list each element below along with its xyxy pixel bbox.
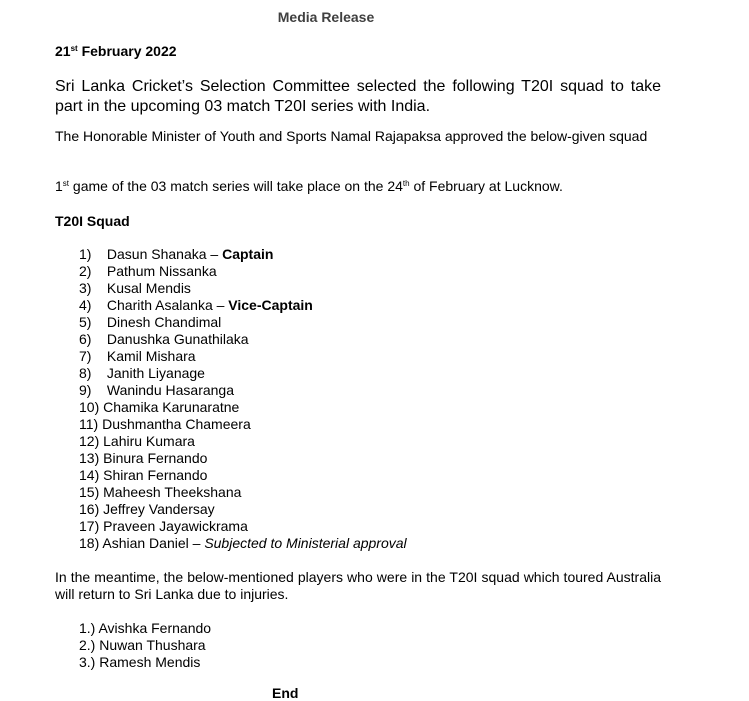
squad-item (79, 484, 407, 501)
item-number: 8) (79, 365, 92, 381)
squad-item (79, 433, 407, 450)
squad-item (79, 399, 407, 416)
item-number: 12) (79, 433, 100, 449)
date-rest: February 2022 (77, 43, 177, 59)
player-name: Avishka Fernando (98, 620, 212, 636)
player-name: Wanindu Hasaranga (106, 382, 235, 398)
squad-item (79, 450, 407, 467)
player-name: Kamil Mishara (106, 348, 196, 364)
player-name: Lahiru Kumara (103, 433, 195, 449)
player-name: Ramesh Mendis (99, 654, 201, 670)
injury-paragraph: In the meantime, the below-mentioned players who were in the T20I squad which toured Australia will return to Sri Lanka due to injuries. (55, 569, 661, 602)
squad-heading: T20I Squad (55, 213, 130, 229)
player-name: Nuwan Thushara (99, 637, 206, 653)
player-name: Chamika Karunaratne (103, 399, 240, 415)
selection-paragraph: Sri Lanka Cricket’s Selection Committee selected the following T20I squad to take part in the upcoming 03 match T20I series with India. (55, 78, 661, 115)
squad-item (79, 382, 407, 399)
item-number: 1) (79, 246, 92, 262)
injured-item (79, 654, 211, 671)
item-number: 18) (79, 535, 100, 551)
schedule-text-a: 1 (55, 178, 63, 194)
item-number: 6) (79, 331, 92, 347)
item-number: 17) (79, 518, 100, 534)
squad-item (79, 263, 407, 280)
player-name: Dinesh Chandimal (106, 314, 222, 330)
item-number: 2.) (79, 637, 96, 653)
item-number: 11) (79, 416, 99, 432)
injured-list (79, 620, 211, 671)
item-number: 7) (79, 348, 92, 364)
item-number: 13) (79, 450, 100, 466)
item-number: 3) (79, 280, 92, 296)
squad-item (79, 280, 407, 297)
squad-item (79, 348, 407, 365)
squad-list (79, 246, 407, 552)
player-name: Jeffrey Vandersay (103, 501, 215, 517)
page-title: Media Release (277, 9, 375, 25)
schedule-sup-a: st (62, 179, 70, 188)
squad-item (79, 535, 407, 552)
item-number: 3.) (79, 654, 96, 670)
player-name: Shiran Fernando (103, 467, 208, 483)
date-day: 21 (55, 43, 71, 59)
player-name: Charith Asalanka – (106, 297, 229, 313)
item-number: 9) (79, 382, 92, 398)
item-number: 4) (79, 297, 92, 313)
squad-item (79, 518, 407, 535)
item-number: 10) (79, 399, 100, 415)
squad-item (79, 501, 407, 518)
item-number: 1.) (79, 620, 96, 636)
release-date (55, 43, 177, 59)
player-name: Praveen Jayawickrama (103, 518, 248, 534)
player-name: Pathum Nissanka (106, 263, 217, 279)
approval-paragraph: The Honorable Minister of Youth and Sports Namal Rajapaksa approved the below-given squad (55, 128, 648, 144)
item-number: 2) (79, 263, 92, 279)
squad-item (79, 314, 407, 331)
date-suffix: st (70, 44, 78, 53)
squad-item (79, 297, 407, 314)
item-number: 5) (79, 314, 92, 330)
schedule-text-c: of February at Lucknow. (409, 178, 563, 194)
captain-role: Captain (222, 246, 274, 262)
schedule-paragraph (55, 178, 563, 194)
vice-captain-role: Vice-Captain (228, 297, 313, 313)
item-number: 15) (79, 484, 100, 500)
squad-item (79, 365, 407, 382)
player-name: Maheesh Theekshana (103, 484, 242, 500)
player-name: Danushka Gunathilaka (106, 331, 249, 347)
player-name: Janith Liyanage (106, 365, 205, 381)
end-marker: End (272, 685, 299, 701)
schedule-sup-b: th (402, 179, 410, 188)
player-name: Dasun Shanaka – (106, 246, 223, 262)
schedule-text-b: game of the 03 match series will take place on the 24 (69, 178, 403, 194)
squad-item (79, 246, 407, 263)
player-name: Ashian Daniel – (102, 535, 205, 551)
item-number: 16) (79, 501, 100, 517)
squad-item (79, 416, 407, 433)
squad-item (79, 467, 407, 484)
item-number: 14) (79, 467, 100, 483)
squad-item (79, 331, 407, 348)
player-name: Binura Fernando (103, 450, 208, 466)
approval-note: Subjected to Ministerial approval (204, 535, 407, 551)
injured-item (79, 620, 211, 637)
player-name: Kusal Mendis (106, 280, 191, 296)
injured-item (79, 637, 211, 654)
player-name: Dushmantha Chameera (102, 416, 251, 432)
